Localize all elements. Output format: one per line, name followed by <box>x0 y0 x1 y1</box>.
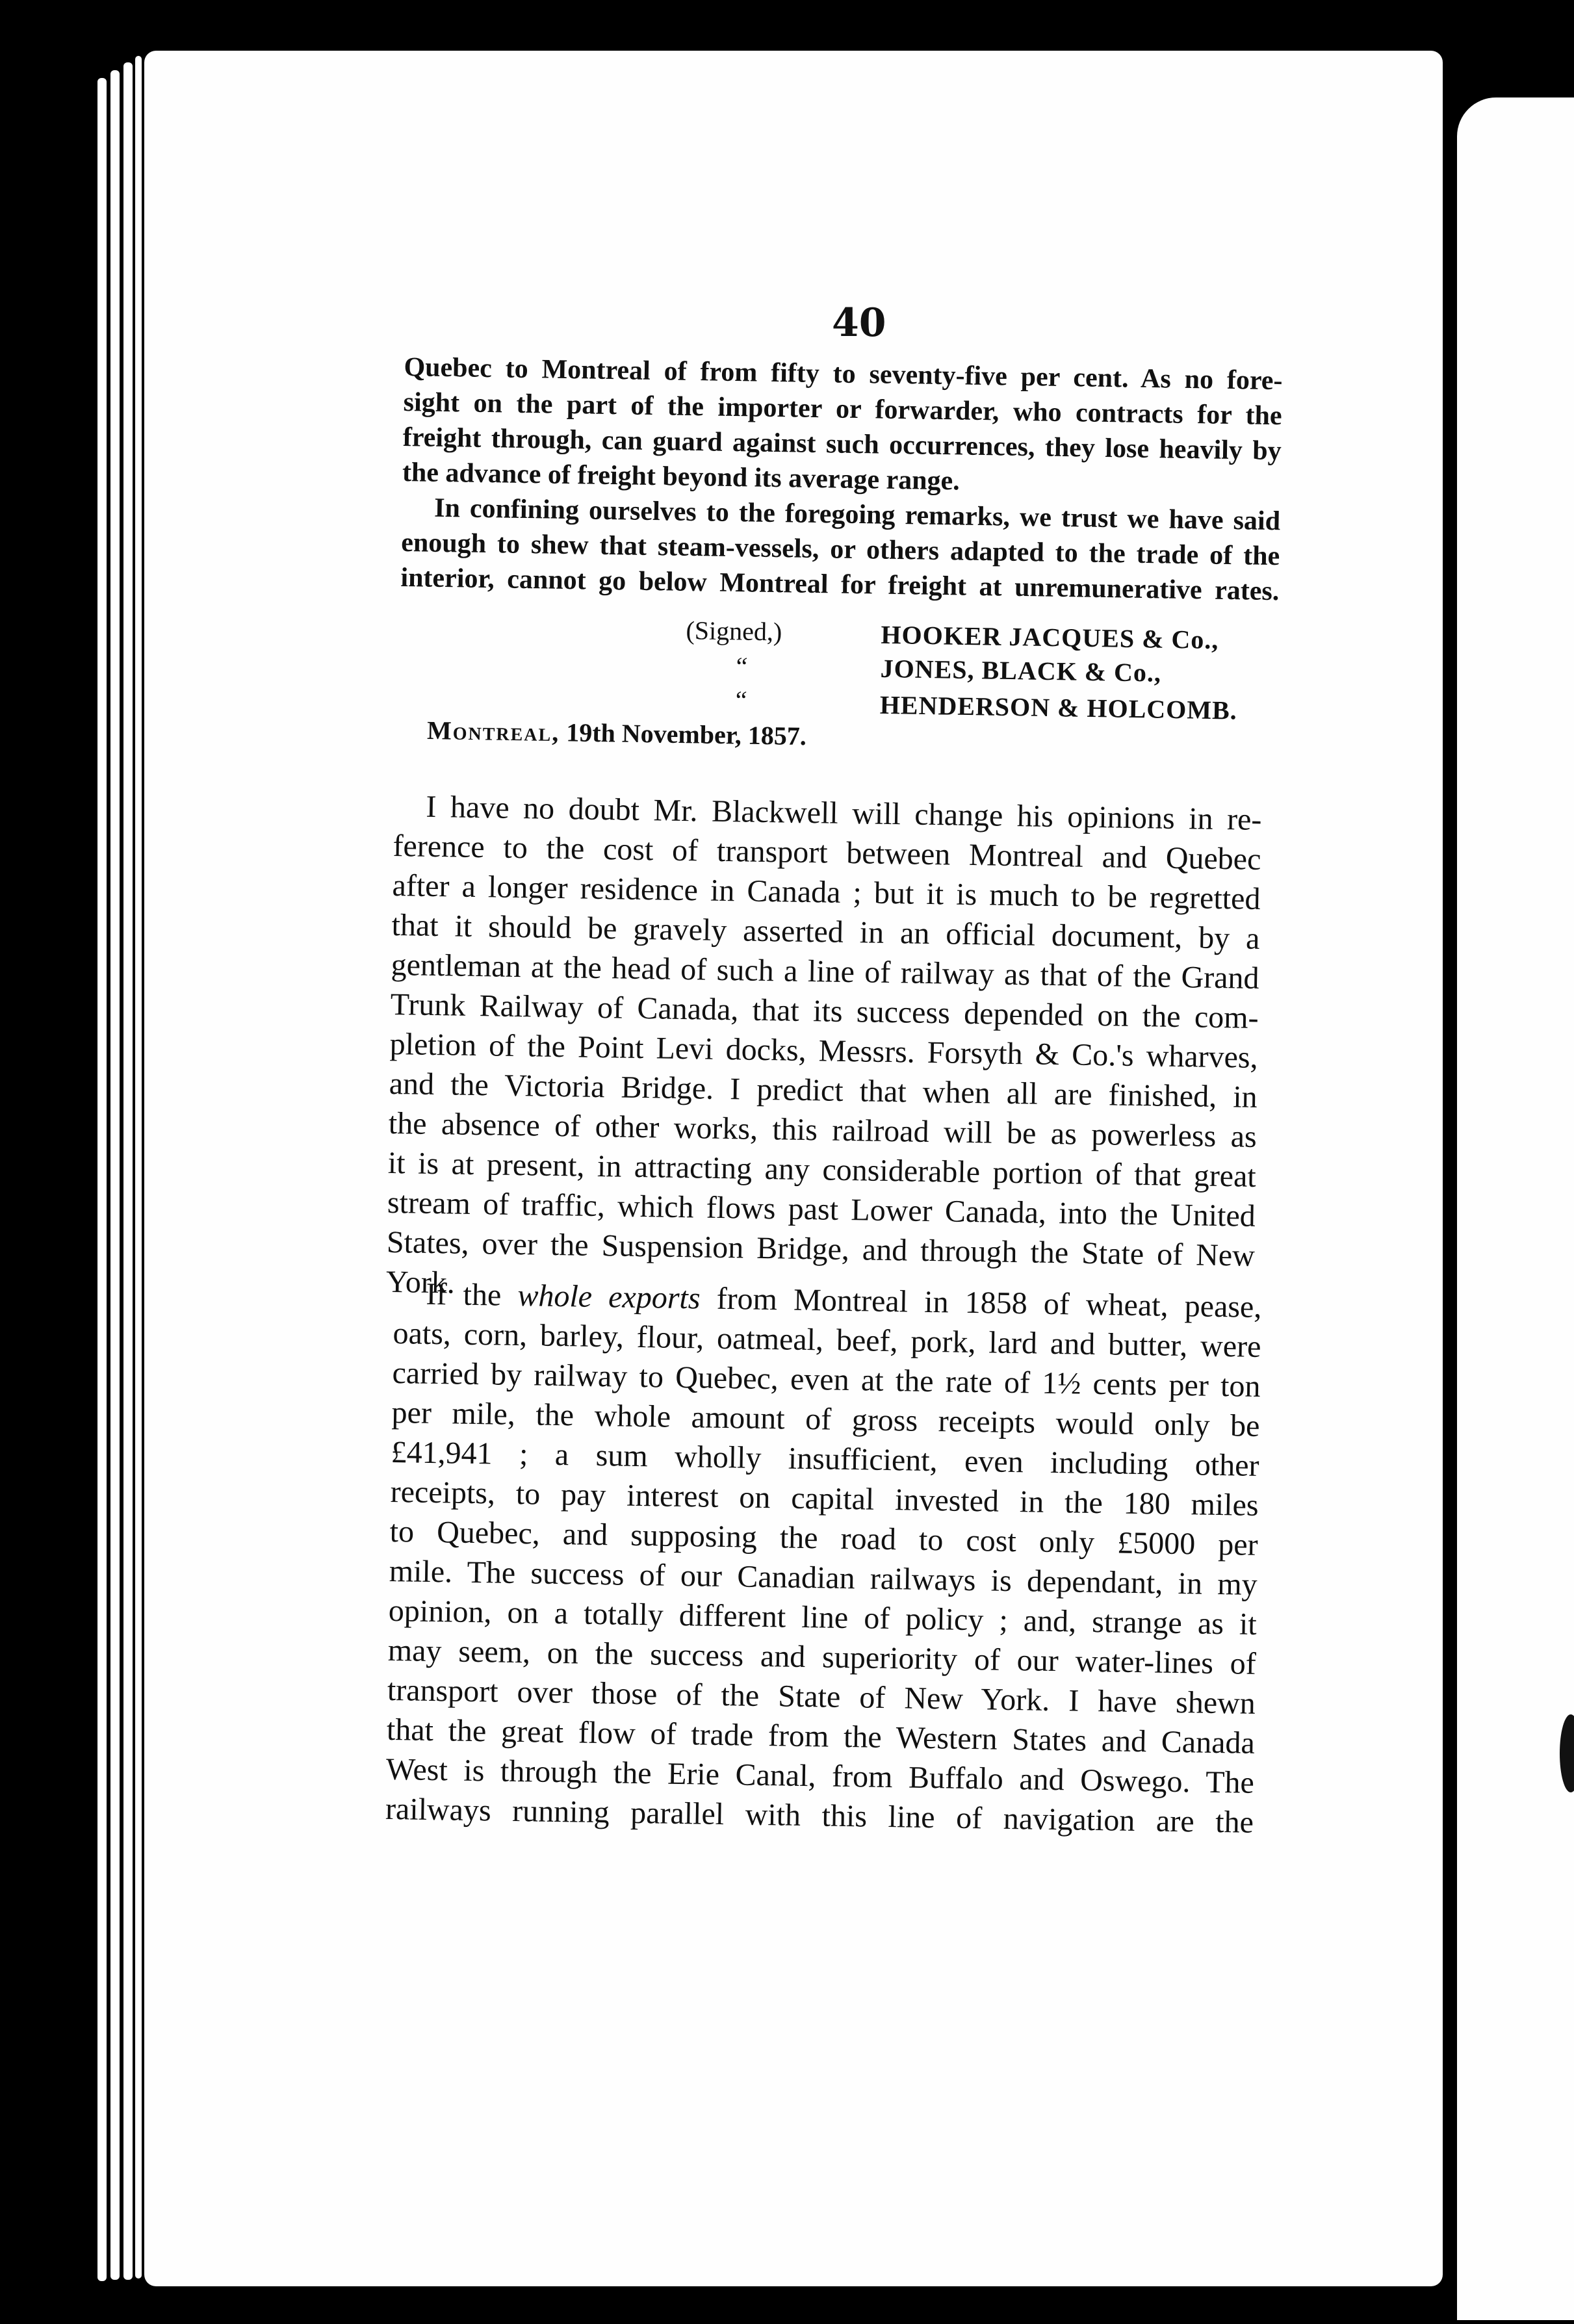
text-line: receipts, to pay interest on capital invested in the 180 miles <box>390 1474 1259 1523</box>
text-line: States, over the Suspension Bridge, and through the State of New <box>386 1224 1256 1273</box>
text-line: transport over those of the State of New York. I have shewn <box>387 1672 1256 1721</box>
dateline-place: Montreal, <box>426 715 560 747</box>
ditto-mark: “ <box>732 685 748 715</box>
text-line: Trunk Railway of Canada, that its success depended on the com- <box>390 987 1259 1035</box>
facing-page-edge <box>1457 97 1574 2320</box>
signatory-firm: JONES, BLACK & Co., <box>880 653 1162 688</box>
page-number: 40 <box>832 300 886 346</box>
text-line: and the Victoria Bridge. I predict that when all are finished, in <box>389 1066 1258 1115</box>
text-line: to Quebec, and supposing the road to cost only £5000 per <box>389 1514 1259 1562</box>
text-line: Quebec to Montreal of from fifty to seventy-five per cent. As no fore- <box>404 352 1283 396</box>
page-stack-edge <box>123 62 133 2280</box>
text-run: If the <box>426 1276 518 1313</box>
letter-dateline <box>427 715 807 751</box>
text-line: freight through, can guard against such occurrences, they lose heavily by <box>402 422 1282 467</box>
text-line: may seem, on the success and superiority of our water-lines of <box>387 1633 1257 1681</box>
ditto-mark: “ <box>733 651 749 681</box>
page-stack-edge <box>135 56 142 2279</box>
text-line: ference to the cost of transport between Montreal and Quebec <box>393 828 1261 877</box>
text-line: enough to shew that steam-vessels, or others adapted to the trade of the <box>400 527 1280 572</box>
text-line: carried by railway to Quebec, even at the rate of 1½ cents per ton <box>392 1355 1261 1404</box>
signatory-firm: HENDERSON & HOLCOMB. <box>879 690 1238 725</box>
text-line: £41,941 ; a sum wholly insufficient, even including other <box>391 1434 1259 1483</box>
text-line: opinion, on a totally different line of policy ; and, strange as it <box>388 1593 1258 1642</box>
dateline-date: 19th November, 1857. <box>559 717 807 751</box>
text-line: oats, corn, barley, flour, oatmeal, beef, pork, lard and butter, were <box>393 1315 1261 1364</box>
page-stack-edge <box>110 70 120 2280</box>
text-line: per mile, the whole amount of gross receipts would only be <box>391 1395 1260 1443</box>
signature-block <box>426 610 1287 779</box>
body-paragraph <box>385 1274 1262 1842</box>
text-line: interior, cannot go below Montreal for freight at unremunerative rates. <box>400 562 1280 607</box>
text-line: it is at present, in attracting any considerable portion of that great <box>387 1145 1257 1194</box>
text-line: the advance of freight beyond its average range. <box>402 457 961 497</box>
text-line: gentleman at the head of such a line of railway as that of the Grand <box>391 947 1259 996</box>
body-paragraph <box>386 786 1262 1315</box>
text-line: stream of traffic, which flows past Lower Canada, into the United <box>387 1185 1256 1233</box>
text-line: York. <box>385 1264 456 1300</box>
italic-phrase: whole exports <box>517 1278 701 1316</box>
text-line: pletion of the Point Levi docks, Messrs. Forsyth & Co.'s wharves, <box>389 1026 1259 1075</box>
text-line: the absence of other works, this railroad will be as powerless as <box>388 1105 1258 1154</box>
text-line: that it should be gravely asserted in an official document, by a <box>391 907 1260 956</box>
text-line: after a longer residence in Canada ; but it is much to be regretted <box>392 868 1261 916</box>
text-line: In confining ourselves to the foregoing remarks, we trust we have said <box>433 493 1281 537</box>
quoted-letter <box>400 350 1283 609</box>
text-line: I have no doubt Mr. Blackwell will change his opinions in re- <box>426 789 1262 837</box>
text-line: sight on the part of the importer or forwarder, who contracts for the <box>403 387 1282 432</box>
page-stack-edge <box>97 78 107 2281</box>
signed-label: (Signed,) <box>686 615 782 647</box>
text-run: from Montreal in 1858 of wheat, pease, <box>700 1281 1262 1324</box>
text-line: railways running parallel with this line of navigation are the <box>385 1791 1254 1840</box>
text-line: mile. The success of our Canadian railways is dependant, in my <box>389 1553 1258 1602</box>
signatory-firm: HOOKER JACQUES & Co., <box>881 619 1219 655</box>
text-line: West is through the Erie Canal, from Buffalo and Oswego. The <box>385 1751 1255 1800</box>
text-line: that the great flow of trade from the Western States and Canada <box>386 1712 1256 1761</box>
